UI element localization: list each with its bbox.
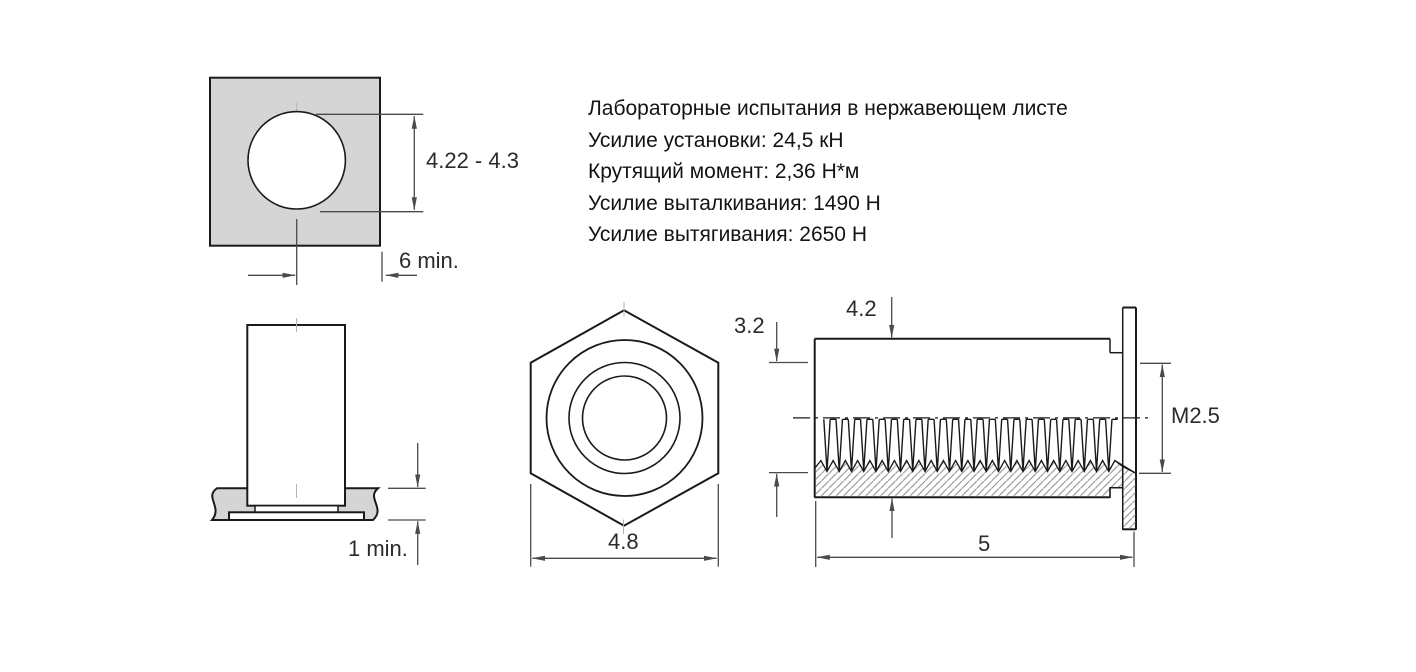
dim-hex-across-flats: 4.8: [608, 529, 639, 554]
hex-body: [531, 310, 719, 525]
lab-test-title: Лабораторные испытания в нержавеющем листе: [588, 97, 1068, 120]
mounting-hole: [248, 112, 345, 209]
dim-body-length: 5: [978, 531, 991, 556]
lab-test-notes: [588, 93, 1068, 251]
lab-test-line: Усилие установки: 24,5 кН: [588, 128, 844, 152]
dim-min-edge-distance: 6 min.: [399, 248, 459, 273]
lab-test-line: Усилие выталкивания: 1490 Н: [588, 191, 881, 215]
flange: [229, 512, 364, 520]
dim-bore-diameter: 3.2: [734, 313, 765, 338]
dim-thread-size: M2.5: [1171, 403, 1220, 428]
top-view-sheet-hole: [210, 78, 423, 285]
internal-thread: [815, 419, 1136, 529]
lab-test-line: Крутящий момент: 2,36 Н*м: [588, 160, 860, 183]
standoff-body: [247, 325, 345, 506]
flange-hatch: [1123, 467, 1136, 530]
dim-min-sheet-thickness: 1 min.: [348, 536, 408, 561]
dim-body-diameter: 4.2: [846, 296, 877, 321]
dim-hole-diameter: 4.22 - 4.3: [426, 148, 519, 173]
lab-test-line: Усилие вытягивания: 2650 Н: [588, 223, 867, 246]
section-side-view: [769, 297, 1171, 567]
installed-side-view: [212, 318, 426, 565]
hex-end-view: [531, 302, 719, 567]
